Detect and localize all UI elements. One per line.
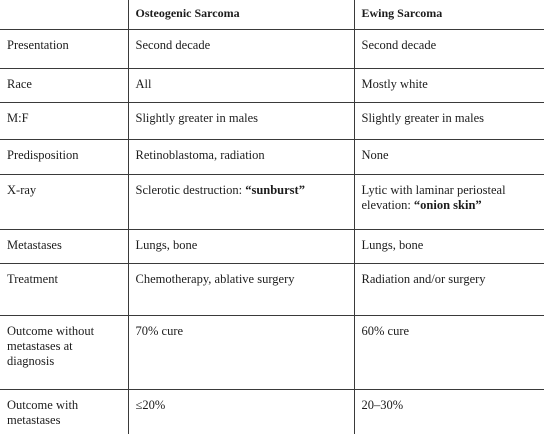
header-osteogenic-sarcoma: Osteogenic Sarcoma	[128, 0, 354, 30]
osteogenic-cell: Second decade	[128, 30, 354, 69]
table-row	[0, 230, 544, 264]
table-row	[0, 140, 544, 175]
osteogenic-cell: Retinoblastoma, radiation	[128, 140, 354, 175]
osteogenic-cell	[128, 175, 354, 230]
row-label: X-ray	[0, 175, 128, 230]
ewing-cell	[354, 175, 544, 230]
osteogenic-cell: Chemotherapy, ablative surgery	[128, 264, 354, 316]
ewing-cell: Radiation and/or surgery	[354, 264, 544, 316]
ewing-cell: Lungs, bone	[354, 230, 544, 264]
table-row	[0, 30, 544, 69]
table-row	[0, 175, 544, 230]
osteogenic-cell: Slightly greater in males	[128, 103, 354, 140]
row-label: Treatment	[0, 264, 128, 316]
row-label: Outcome with metastases	[0, 390, 128, 434]
header-empty-cell	[0, 0, 128, 30]
ewing-cell: Second decade	[354, 30, 544, 69]
osteogenic-cell: ≤20%	[128, 390, 354, 434]
row-label: Presentation	[0, 30, 128, 69]
row-label: Metastases	[0, 230, 128, 264]
ewing-xray-text: Lytic with laminar periosteal elevation:	[362, 183, 506, 212]
ewing-cell: Mostly white	[354, 69, 544, 103]
ewing-cell: 60% cure	[354, 316, 544, 390]
table-header-row	[0, 0, 544, 30]
ewing-xray-sign: “onion skin”	[414, 198, 482, 212]
ewing-cell: None	[354, 140, 544, 175]
row-label: Outcome without metastases at diagnosis	[0, 316, 128, 390]
ewing-cell: Slightly greater in males	[354, 103, 544, 140]
table-row	[0, 103, 544, 140]
table-row	[0, 390, 544, 434]
ewing-cell: 20–30%	[354, 390, 544, 434]
table-row	[0, 69, 544, 103]
row-label: Predisposition	[0, 140, 128, 175]
osteogenic-cell: 70% cure	[128, 316, 354, 390]
row-label: M:F	[0, 103, 128, 140]
header-ewing-sarcoma: Ewing Sarcoma	[354, 0, 544, 30]
osteogenic-cell: Lungs, bone	[128, 230, 354, 264]
osteogenic-cell: All	[128, 69, 354, 103]
osteogenic-xray-text: Sclerotic destruction:	[136, 183, 246, 197]
osteogenic-xray-sign: “sunburst”	[245, 183, 305, 197]
table-row	[0, 316, 544, 390]
table-row	[0, 264, 544, 316]
row-label: Race	[0, 69, 128, 103]
